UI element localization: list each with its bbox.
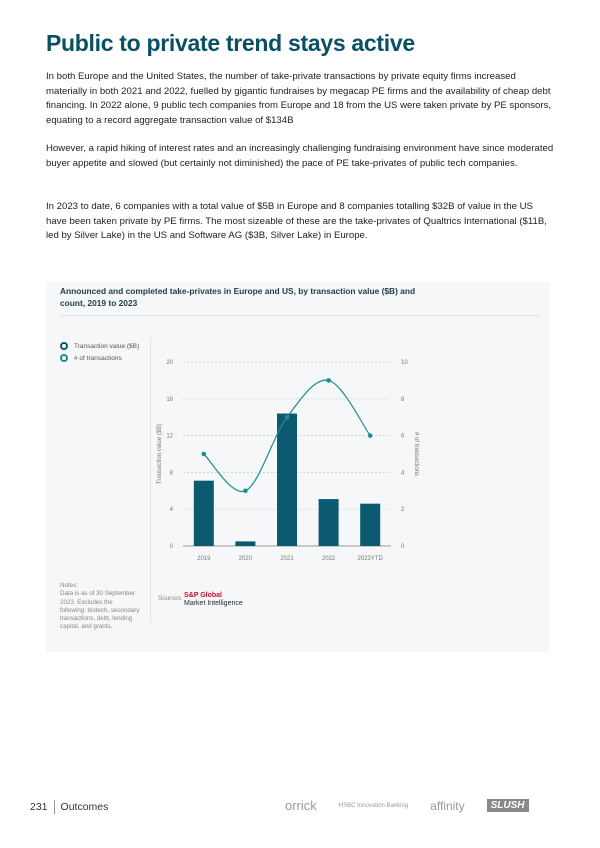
section-name: Outcomes	[60, 801, 109, 813]
y2-axis-label: # of transactions	[413, 431, 419, 477]
count-point	[285, 415, 290, 420]
chart-card	[46, 282, 549, 652]
x-tick-label: 2023YTD	[357, 556, 383, 562]
paragraph-2: However, a rapid hiking of interest rates and an increasingly challenging fundraising environment have since moderated buyer appetite and slowed (but certainly not diminished) the pace of PE take-privates of public tech companies.	[46, 143, 554, 169]
count-point	[368, 433, 373, 438]
x-tick-label: 2020	[238, 556, 253, 562]
paragraph-3: In 2023 to date, 6 companies with a total value of $5B in Europe and 8 companies totalling $32B of value in the US have been taken private by PE firms. The most sizeable of these are the take-privates of Qualtrics International ($11B, led by Silver Lake) in the US and Software AG ($3B, Silver Lake) in Europe.	[46, 201, 547, 241]
bar	[194, 481, 214, 546]
y-tick-label: 0	[169, 544, 173, 550]
legend-item-value: Transaction value ($B)	[60, 342, 139, 350]
divider	[150, 574, 151, 622]
page-number: 231	[30, 801, 48, 813]
page-title: Public to private trend stays active	[46, 30, 415, 56]
orrick-logo: orrick	[285, 798, 317, 813]
x-tick-label: 2022	[321, 556, 336, 562]
y2-tick-label: 2	[401, 507, 405, 514]
bar	[277, 414, 297, 546]
chart-plot	[46, 282, 549, 582]
x-tick-label: 2021	[280, 556, 294, 562]
y-tick-label: 20	[166, 360, 173, 366]
affinity-logo: affinity	[430, 798, 465, 813]
y-tick-label: 12	[166, 433, 173, 440]
y2-tick-label: 10	[401, 360, 408, 366]
legend-item-count: # of transactions	[60, 354, 139, 362]
bar	[235, 541, 255, 546]
slush-logo: SLUSH	[487, 799, 529, 812]
sp-global-logo: S&P Global Market Intelligence	[184, 592, 243, 607]
sources-label: Sources:	[158, 595, 183, 602]
bar	[319, 499, 339, 546]
x-tick-label: 2019	[197, 556, 211, 562]
y2-tick-label: 6	[401, 433, 405, 440]
y2-tick-label: 4	[401, 470, 405, 477]
y2-tick-label: 8	[401, 396, 405, 403]
y-tick-label: 8	[169, 470, 173, 477]
count-point	[243, 489, 248, 494]
bar	[360, 504, 380, 546]
chart-notes: Notes: Data is as of 30 September 2023. Excludes the following: biotech, secondary transactions, debt, lending capital, and grants.	[60, 582, 140, 631]
count-point	[326, 378, 331, 383]
partner-logos	[285, 798, 529, 813]
y2-tick-label: 0	[401, 544, 405, 550]
chart-title: Announced and completed take-privates in Europe and US, by transaction value ($B) and count, 2019 to 2023	[60, 286, 416, 308]
paragraph-1: In both Europe and the United States, the number of take-private transactions by private equity firms increased materially in both 2021 and 2022, fuelled by gigantic fundraises by megacap PE firms and the availability of cheap debt financing. In 2022 alone, 9 public tech companies from Europe and 18 from the US were taken private by PE sponsors, equating to a record aggregate transaction value of $134B	[46, 71, 552, 126]
page-footer	[30, 800, 108, 814]
count-point	[202, 452, 207, 457]
y-tick-label: 16	[166, 396, 173, 403]
y-axis-label: Transaction value ($B)	[157, 423, 163, 485]
y-tick-label: 4	[169, 507, 173, 514]
hsbc-logo: HSBC Innovation Banking	[338, 802, 409, 809]
